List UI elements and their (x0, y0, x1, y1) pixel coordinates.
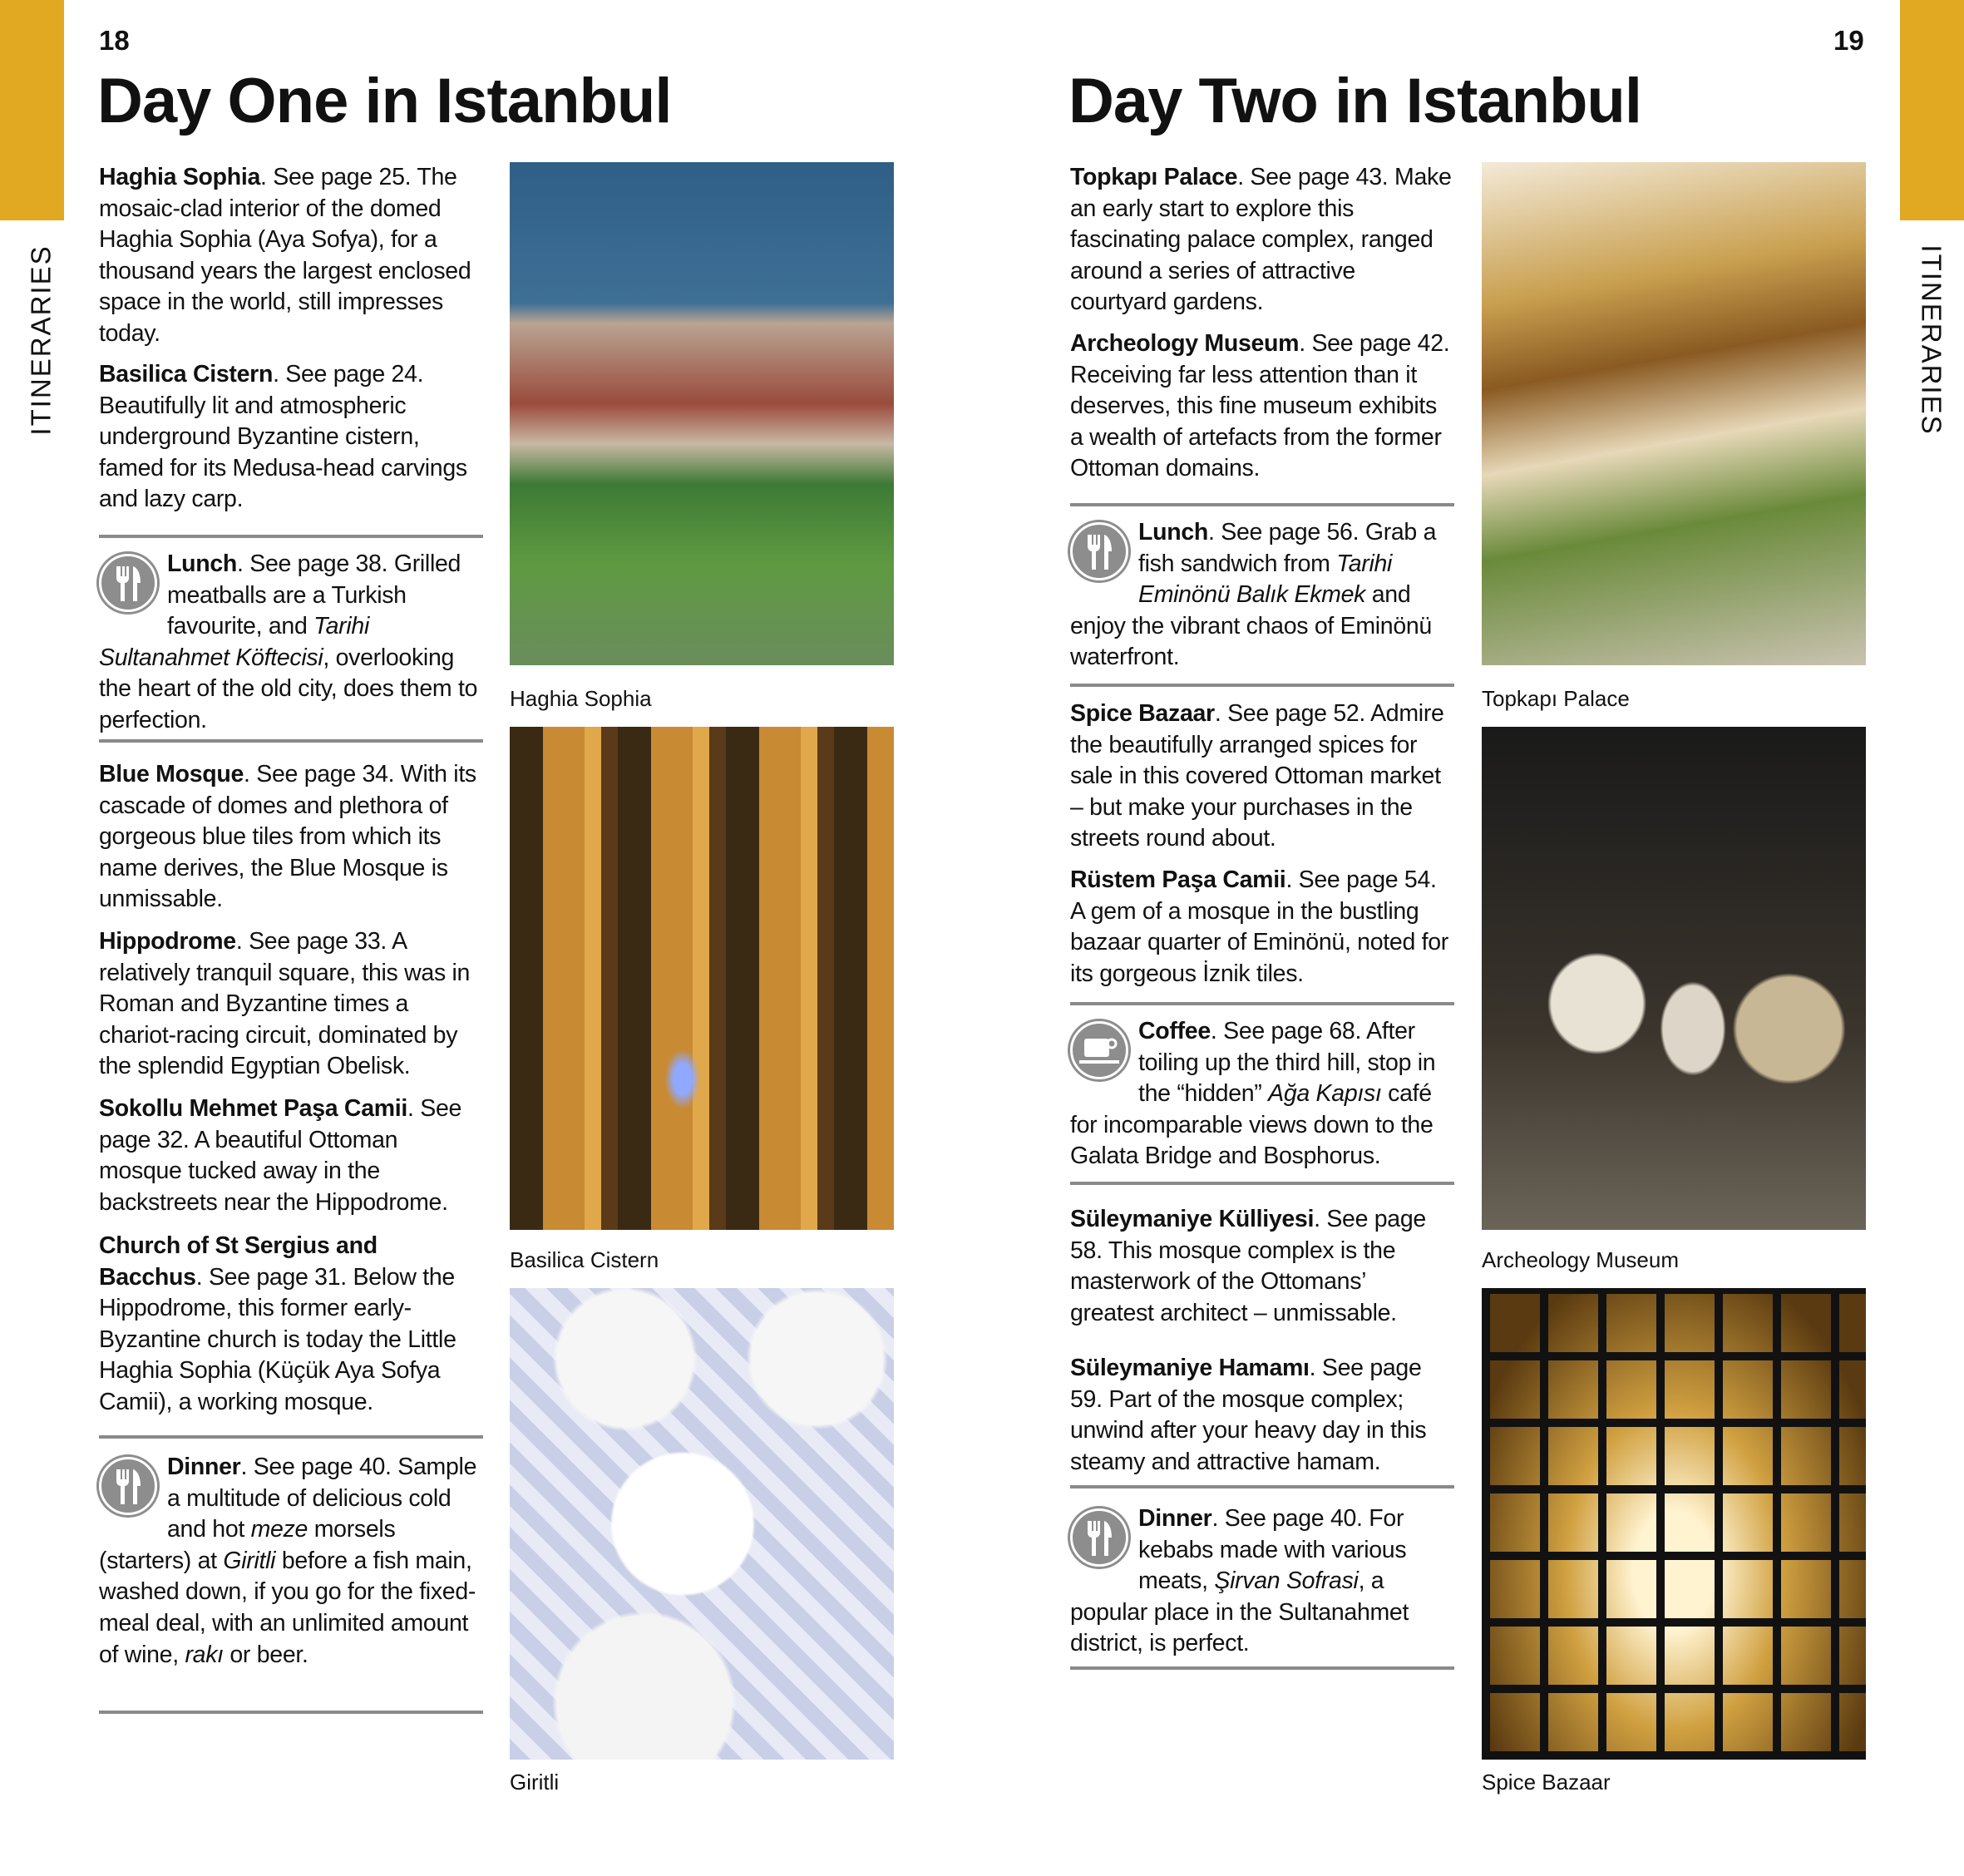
entry-text: . See page 59. Part of the mosque complex; unwind after your heavy day in this steamy and attractive hamam. (1070, 1355, 1427, 1475)
itinerary-entry (99, 1452, 483, 1671)
itinerary-entry (1070, 1353, 1454, 1478)
itinerary-entry (1070, 517, 1454, 674)
divider (1070, 1182, 1454, 1185)
entry-text: . See page 40. Sample a multitude of delicious cold and hot (167, 1454, 477, 1543)
entry-text: Giritli (223, 1547, 276, 1574)
entry-text: . See page 38. Grilled meatballs are a Turkish favourite, and (167, 550, 461, 640)
entry-heading: Archeology Museum (1070, 330, 1300, 357)
itinerary-entry (1070, 699, 1454, 855)
photo-meze (510, 1288, 894, 1760)
divider (99, 739, 483, 743)
entry-text: or beer. (223, 1641, 308, 1668)
entry-text: café for incomparable views down to the Galata Bridge and Bosphorus. (1070, 1080, 1434, 1170)
entry-text: . See page 68. After toiling up the third hill, stop in the “hidden” (1138, 1018, 1436, 1108)
entry-heading: Blue Mosque (99, 761, 244, 787)
photo-topkapi (1482, 162, 1866, 665)
entry-heading: Sokollu Mehmet Paşa Camii (99, 1095, 408, 1122)
entry-text: . See page 56. Grab a fish sandwich from (1138, 519, 1437, 577)
itinerary-entry (1070, 1503, 1454, 1660)
itinerary-entry (1070, 1204, 1454, 1329)
entry-text: . See page 31. Below the Hippodrome, this former early-Byzantine church is today the Little Haghia Sophia (Küçük Aya Sofya Camii), a working mosque. (99, 1263, 456, 1415)
entry-heading: Topkapı Palace (1070, 164, 1238, 190)
entry-text: . See page 24. Beautifully lit and atmospheric underground Byzantine cistern, famed for its Medusa-head carvings and lazy carp. (99, 361, 467, 513)
itinerary-entry (1070, 865, 1454, 990)
entry-heading: Lunch (167, 550, 237, 577)
entry-text: . See page 43. Make an early start to explore this fascinating palace complex, ranged around a series of attractive courtyard gardens. (1070, 164, 1452, 316)
divider (99, 535, 483, 538)
entry-heading: Hippodrome (99, 928, 236, 955)
entry-heading: Süleymaniye Hamamı (1070, 1355, 1310, 1381)
entry-text: Tarihi Sultanahmet Köftecisi (99, 613, 369, 671)
entry-heading: Basilica Cistern (99, 361, 274, 388)
entry-text: , a popular place in the Sultanahmet district, is perfect. (1070, 1567, 1409, 1657)
entry-text: and enjoy the vibrant chaos of Eminönü waterfront. (1070, 581, 1432, 671)
entry-text: . See page 58. This mosque complex is the masterwork of the Ottomans’ greatest architect – unmissable. (1070, 1206, 1426, 1326)
coffee-cup-icon (1070, 1021, 1128, 1079)
entry-heading: Rüstem Paşa Camii (1070, 866, 1286, 893)
fork-knife-icon (99, 1457, 157, 1515)
itinerary-entry (99, 1094, 483, 1218)
photo-museum (1482, 727, 1866, 1230)
entry-heading: Coffee (1138, 1018, 1211, 1044)
page-number-left: 18 (99, 25, 130, 56)
section-tab-right (1900, 0, 1964, 220)
fork-knife-icon (1070, 522, 1128, 580)
divider (1070, 503, 1454, 506)
entry-text: , overlooking the heart of the old city, does them to perfection. (99, 644, 478, 733)
entry-heading: Dinner (1138, 1505, 1212, 1532)
entry-heading: Lunch (1138, 519, 1208, 546)
entry-heading: Süleymaniye Külliyesi (1070, 1206, 1315, 1232)
page-title-right: Day Two in Istanbul (1068, 66, 1641, 136)
itinerary-entry (99, 759, 483, 916)
divider (1070, 1002, 1454, 1005)
entry-text: . See page 54. A gem of a mosque in the bustling bazaar quarter of Eminönü, noted for its gorgeous İznik tiles. (1070, 866, 1448, 987)
entry-text: . See page 52. Admire the beautifully arranged spices for sale in this covered Ottoman market – but make your purchases in the streets round about. (1070, 700, 1444, 852)
itinerary-entry (99, 926, 483, 1083)
page-number-right: 19 (1833, 25, 1864, 56)
section-label-right: ITINERARIES (1916, 244, 1947, 436)
entry-text: meze (250, 1516, 308, 1543)
entry-heading: Haghia Sophia (99, 164, 261, 190)
photo-haghia (510, 162, 894, 665)
photo-caption: Haghia Sophia (510, 686, 652, 711)
entry-text: . See page 33. A relatively tranquil square, this was in Roman and Byzantine times a chariot-racing circuit, dominated by the splendid Egyptian Obelisk. (99, 928, 471, 1080)
itinerary-entry (1070, 1016, 1454, 1172)
section-tab-left (0, 0, 64, 220)
itinerary-entry (99, 162, 483, 350)
photo-caption: Giritli (510, 1770, 560, 1795)
entry-text: . See page 25. The mosaic-clad interior of the domed Haghia Sophia (Aya Sofya), for a thousand years the largest enclosed space in the world, still impresses today. (99, 164, 471, 347)
fork-knife-icon (99, 554, 157, 612)
photo-bazaar (1482, 1288, 1866, 1760)
entry-text: rakı (185, 1641, 224, 1668)
entry-text: Şirvan Sofrasi (1214, 1567, 1359, 1595)
itinerary-entry (99, 1231, 483, 1419)
itinerary-entry (99, 549, 483, 737)
entry-text: Ağa Kapısı (1268, 1080, 1382, 1108)
section-label-left: ITINERARIES (25, 244, 57, 436)
entry-text: . See page 40. For kebabs made with various meats, (1138, 1505, 1407, 1595)
page-title-left: Day One in Istanbul (97, 66, 672, 136)
divider (99, 1435, 483, 1439)
photo-caption: Spice Bazaar (1482, 1770, 1611, 1795)
photo-caption: Basilica Cistern (510, 1247, 659, 1272)
photo-cistern (510, 727, 894, 1230)
entry-text: Tarihi Eminönü Balık Ekmek (1138, 550, 1393, 609)
divider (1070, 684, 1454, 687)
entry-heading: Spice Bazaar (1070, 700, 1215, 727)
entry-text: . See page 42. Receiving far less attention than it deserves, this fine museum exhibits a wealth of artefacts from the former Ottoman domains. (1070, 330, 1450, 482)
fork-knife-icon (1070, 1508, 1128, 1567)
entry-text: . See page 34. With its cascade of domes and plethora of gorgeous blue tiles from which its name derives, the Blue Mosque is unmissable. (99, 761, 476, 913)
photo-caption: Topkapı Palace (1482, 686, 1630, 711)
itinerary-entry (1070, 162, 1454, 318)
entry-text: morsels (starters) at (99, 1516, 396, 1574)
divider (1070, 1666, 1454, 1670)
entry-heading: Church of St Sergius and Bacchus (99, 1232, 378, 1291)
divider (99, 1711, 483, 1714)
entry-heading: Dinner (167, 1454, 241, 1480)
itinerary-entry (99, 359, 483, 516)
itinerary-entry (1070, 328, 1454, 485)
divider (1070, 1485, 1454, 1488)
entry-text: . See page 32. A beautiful Ottoman mosque tucked away in the backstreets near the Hippodrome. (99, 1095, 462, 1216)
entry-text: before a fish main, washed down, if you go for the fixed-meal deal, with an unlimited amount of wine, (99, 1547, 476, 1668)
photo-caption: Archeology Museum (1482, 1247, 1679, 1272)
